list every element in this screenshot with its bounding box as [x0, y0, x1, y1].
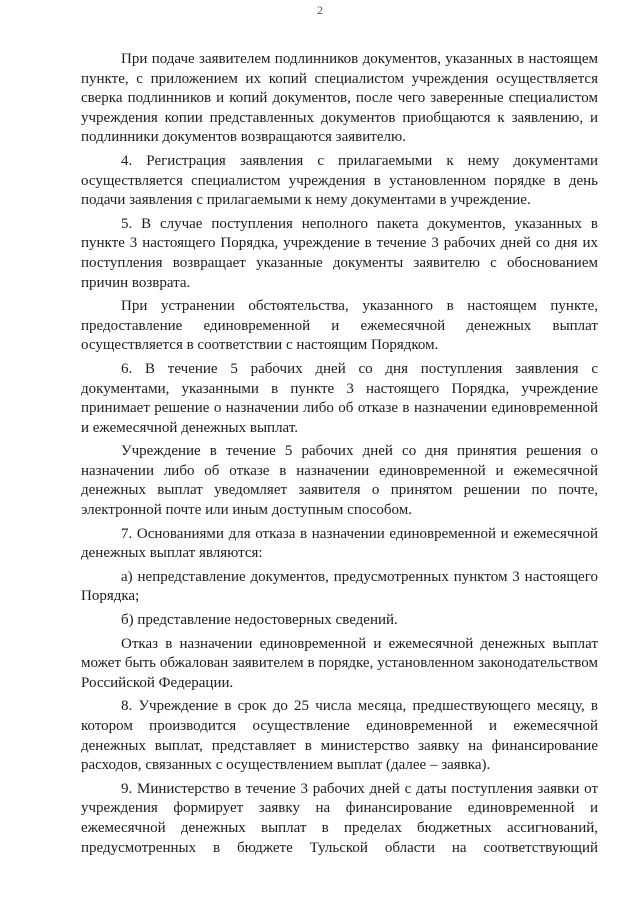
paragraph: Отказ в назначении единовременной и ежемесячной денежных выплат может быть обжалован заявителем в порядке, установленном законодательством Российской Федерации. [81, 635, 598, 691]
paragraph: а) непредставление документов, предусмотренных пунктом 3 настоящего Порядка; [81, 568, 598, 605]
paragraph: 5. В случае поступления неполного пакета документов, указанных в пункте 3 настоящего Порядка, учреждение в течение 3 рабочих дней со дня их поступления возвращает указанные документы заявителю с обоснованием причин возврата. [81, 215, 598, 291]
paragraph: 4. Регистрация заявления с прилагаемыми к нему документами осуществляется специалистом учреждения в установленном порядке в день подачи заявления с прилагаемыми к нему документами в учреждение. [81, 152, 598, 209]
paragraph: 6. В течение 5 рабочих дней со дня поступления заявления с документами, указанными в пункте 3 настоящего Порядка, учреждение принимает решение о назначении либо об отказе в назначении единовременной и ежемесячной денежных выплат. [81, 360, 598, 436]
paragraph: При подаче заявителем подлинников документов, указанных в настоящем пункте, с приложением их копий специалистом учреждения осуществляется сверка подлинников и копий документов, после чего заверенные специалистом учреждения копии представленных документов приобщаются к заявлению, и подлинники документов возвращаются заявителю. [81, 51, 598, 146]
paragraph: б) представление недостоверных сведений. [121, 612, 398, 629]
paragraph: При устранении обстоятельства, указанного в настоящем пункте, предоставление единовременной и ежемесячной денежных выплат осуществляется в соответствии с настоящим Порядком. [81, 298, 598, 354]
paragraph: 7. Основаниями для отказа в назначении единовременной и ежемесячной денежных выплат являются: [81, 525, 598, 562]
document-body [81, 50, 598, 862]
paragraph: 8. Учреждение в срок до 25 числа месяца, предшествующего месяцу, в котором производится осуществление единовременной и ежемесячной денежных выплат, представляет в министерство заявку на финансирование расходов, связанных с осуществлением выплат (далее – заявка). [81, 698, 598, 774]
paragraph: Учреждение в течение 5 рабочих дней со дня принятия решения о назначении либо об отказе в назначении единовременной и ежемесячной денежных выплат уведомляет заявителя о принятом решении по почте, электронной почте или иным доступным способом. [81, 443, 598, 519]
page-number: 2 [317, 3, 323, 17]
paragraph: 9. Министерство в течение 3 рабочих дней с даты поступления заявки от учреждения формирует заявку на финансирование единовременной и ежемесячной денежных выплат в пределах бюджетных ассигнований, предусмотренных в бюджете Тульской области на соответствующий [81, 780, 598, 856]
